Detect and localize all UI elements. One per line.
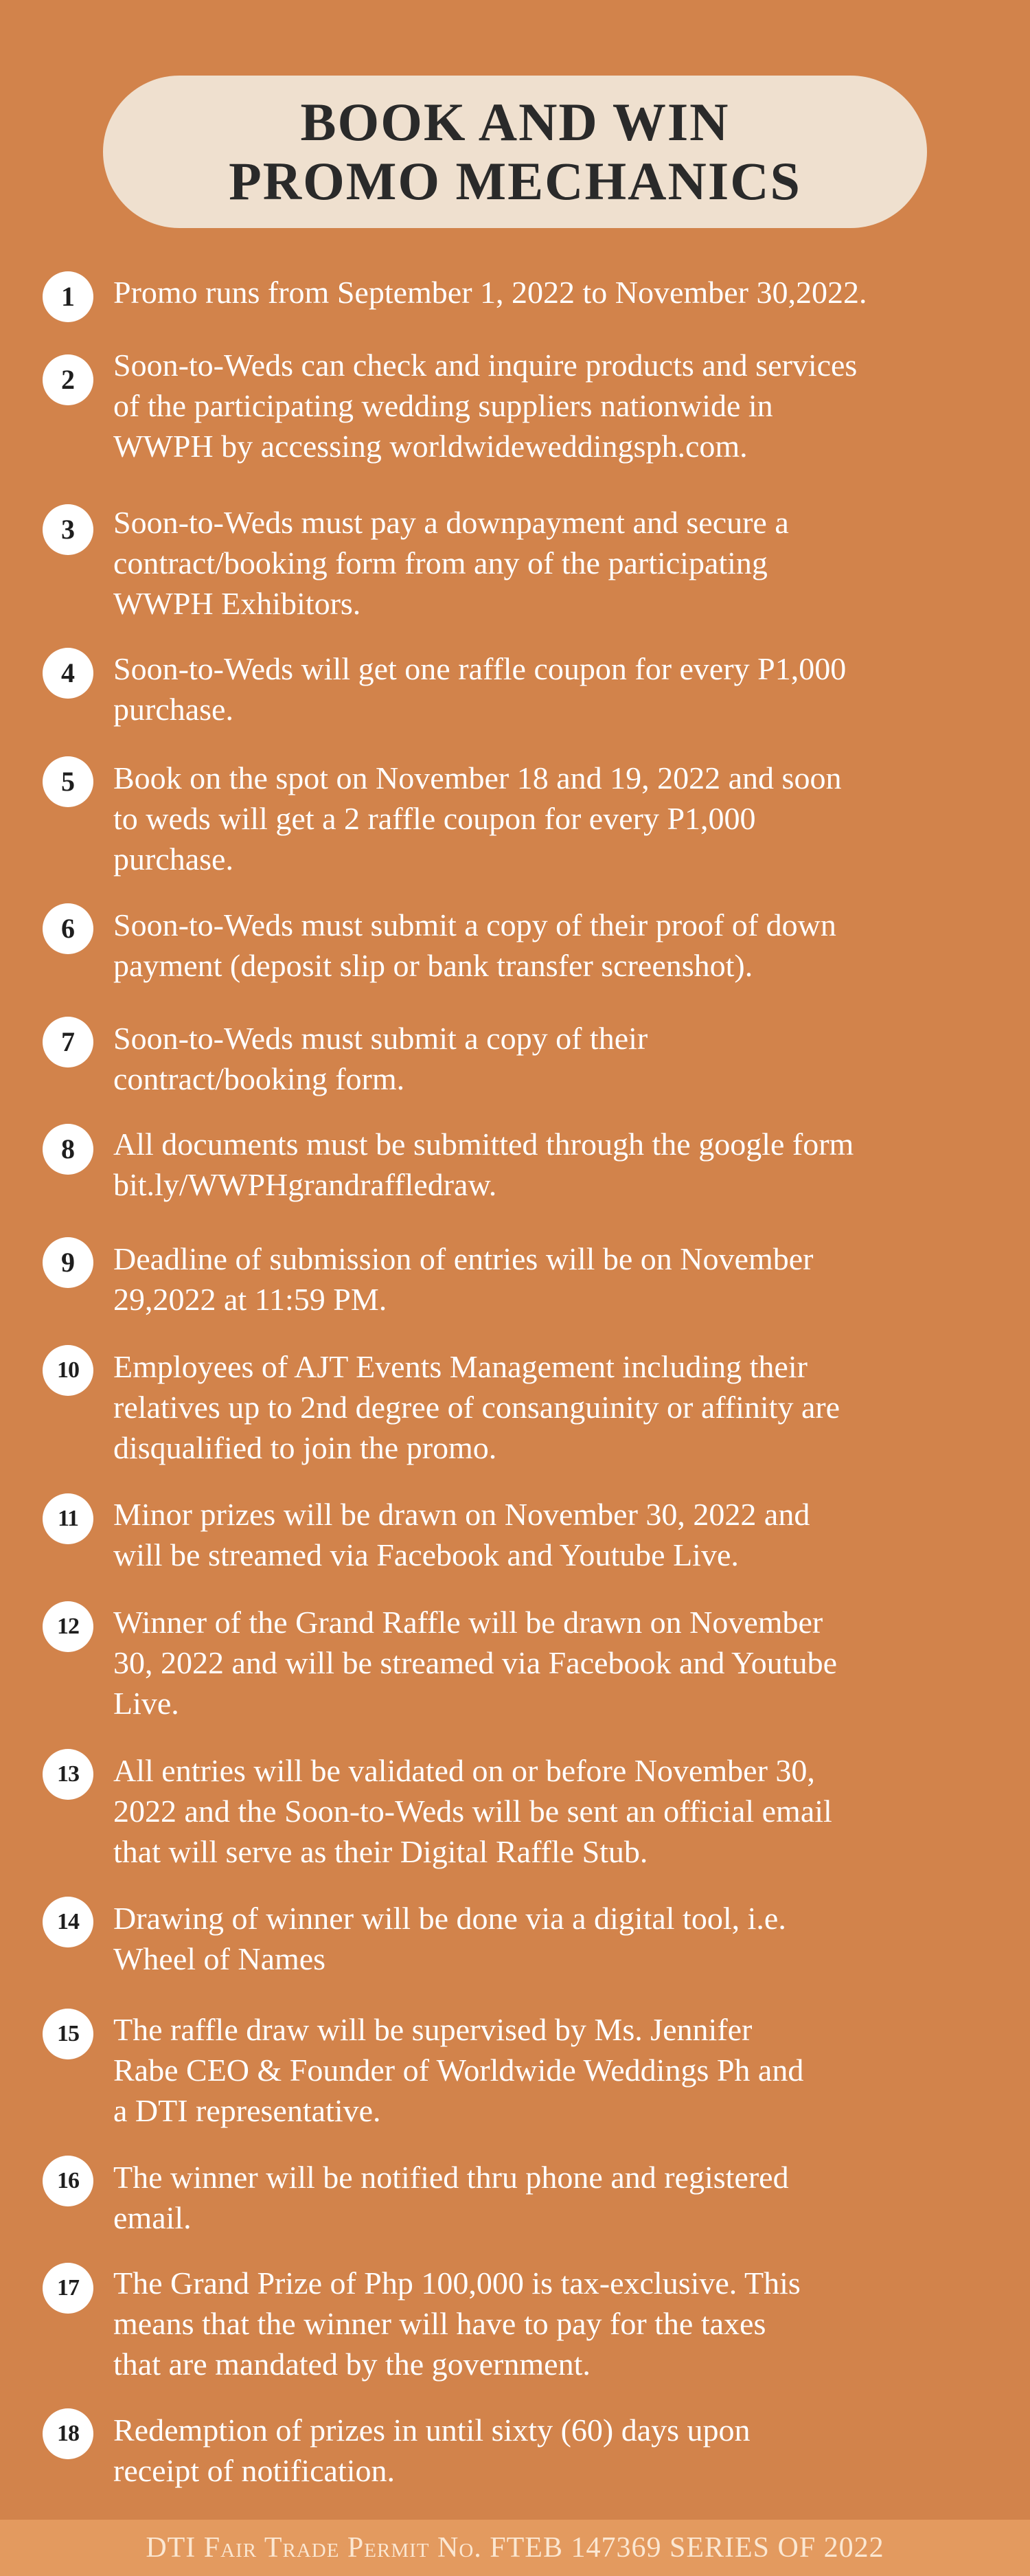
- item-number-badge: 5: [43, 756, 93, 807]
- item-number-badge: 8: [43, 1124, 93, 1175]
- item-text: Minor prizes will be drawn on November 30, 2022 and will be streamed via Facebook and Youtube Live.: [113, 1497, 810, 1572]
- item-text: Drawing of winner will be done via a digital tool, i.e. Wheel of Names: [113, 1901, 786, 1976]
- item-number-badge: 14: [43, 1897, 93, 1947]
- footer-band: [0, 2520, 1030, 2576]
- item-number-badge: 11: [43, 1493, 93, 1544]
- item-text: Soon-to-Weds must submit a copy of their proof of down payment (deposit slip or bank transfer screenshot).: [113, 907, 836, 983]
- item-text: Soon-to-Weds can check and inquire products and services of the participating wedding suppliers nationwide in WWPH by accessing worldwideweddingsph.com.: [113, 348, 858, 464]
- item-number-badge: 13: [43, 1749, 93, 1800]
- title-banner: [103, 76, 927, 228]
- item-number-badge: 17: [43, 2263, 93, 2314]
- item-text: Book on the spot on November 18 and 19, 2022 and soon to weds will get a 2 raffle coupon for every P1,000 purchase.: [113, 760, 842, 877]
- item-number-badge: 7: [43, 1017, 93, 1067]
- item-number-badge: 18: [43, 2408, 93, 2459]
- item-text: Employees of AJT Events Management including their relatives up to 2nd degree of consanguinity or affinity are disqualified to join the promo.: [113, 1349, 840, 1465]
- item-text: Promo runs from September 1, 2022 to November 30,2022.: [113, 275, 867, 310]
- item-text: All entries will be validated on or before November 30, 2022 and the Soon-to-Weds will be sent an official email that will serve as their Digital Raffle Stub.: [113, 1753, 832, 1869]
- item-number-badge: 16: [43, 2156, 93, 2206]
- item-text: All documents must be submitted through the google form bit.ly/WWPHgrandraffledraw.: [113, 1127, 854, 1202]
- item-text: The winner will be notified thru phone and registered email.: [113, 2160, 789, 2235]
- item-number-badge: 3: [43, 504, 93, 555]
- item-number-badge: 12: [43, 1601, 93, 1652]
- item-text: Deadline of submission of entries will be on November 29,2022 at 11:59 PM.: [113, 1241, 814, 1317]
- item-number-badge: 4: [43, 648, 93, 699]
- item-number-badge: 10: [43, 1345, 93, 1396]
- item-number-badge: 9: [43, 1237, 93, 1288]
- page-title-line-2: PROMO MECHANICS: [229, 151, 801, 211]
- item-text: The raffle draw will be supervised by Ms. Jennifer Rabe CEO & Founder of Worldwide Weddings Ph and a DTI representative.: [113, 2012, 804, 2128]
- item-number-badge: 2: [43, 354, 93, 405]
- item-number-badge: 1: [43, 271, 93, 322]
- item-text: The Grand Prize of Php 100,000 is tax-exclusive. This means that the winner will have to pay for the taxes that are mandated by the government.: [113, 2266, 801, 2382]
- item-text: Soon-to-Weds must submit a copy of their contract/booking form.: [113, 1021, 648, 1096]
- item-number-badge: 6: [43, 903, 93, 954]
- page-title-line-1: BOOK AND WIN: [300, 92, 730, 152]
- item-text: Redemption of prizes in until sixty (60) days upon receipt of notification.: [113, 2413, 751, 2488]
- item-text: Soon-to-Weds must pay a downpayment and secure a contract/booking form from any of the participating WWPH Exhibitors.: [113, 505, 789, 621]
- item-text: Winner of the Grand Raffle will be drawn on November 30, 2022 and will be streamed via Facebook and Youtube Live.: [113, 1605, 837, 1721]
- item-number-badge: 15: [43, 2009, 93, 2059]
- dti-permit-text: DTI Fair Trade Permit No. FTEB 147369 SERIES OF 2022: [146, 2532, 884, 2564]
- item-text: Soon-to-Weds will get one raffle coupon for every P1,000 purchase.: [113, 651, 847, 727]
